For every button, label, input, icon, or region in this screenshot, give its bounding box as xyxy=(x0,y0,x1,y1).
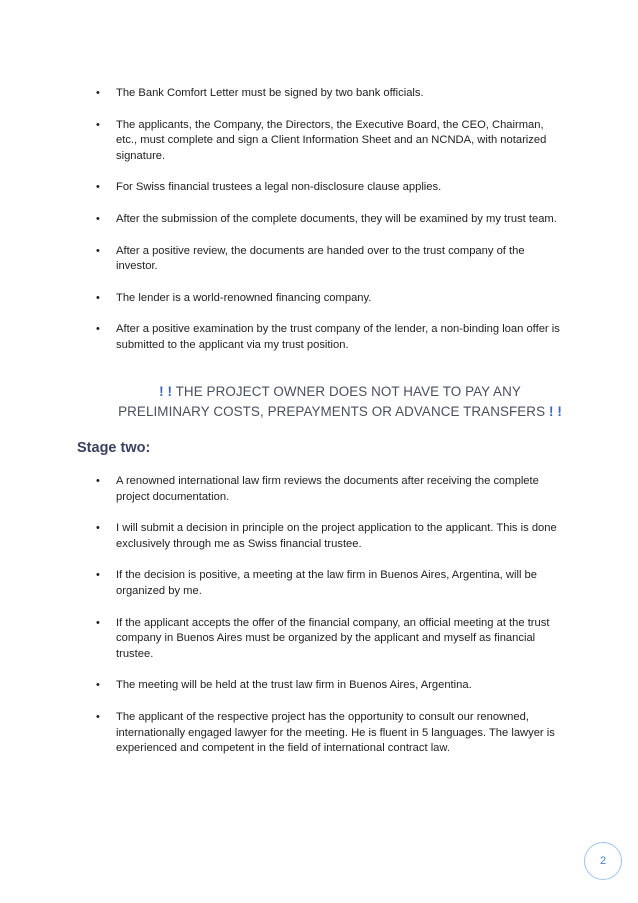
bullet-icon: • xyxy=(96,475,100,487)
stage-one-list xyxy=(96,86,564,370)
notice-line-2: PRELIMINARY COSTS, PREPAYMENTS OR ADVANCE TRANSFERS ! ! xyxy=(118,404,562,419)
bullet-icon: • xyxy=(96,87,100,99)
list-item: • The Bank Comfort Letter must be signed by two bank officials. xyxy=(96,86,564,102)
page-number-badge xyxy=(584,842,622,880)
list-item: • The applicants, the Company, the Directors, the Executive Board, the CEO, Chairman, etc., must complete and sign a Client Information Sheet and an NCNDA, with notarized signature. xyxy=(96,118,547,162)
list-item: • After a positive review, the documents are handed over to the trust company of the investor. xyxy=(96,244,525,273)
list-item: • After the submission of the complete documents, they will be examined by my trust team. xyxy=(96,212,564,228)
list-item: • For Swiss financial trustees a legal non-disclosure clause applies. xyxy=(96,180,564,196)
notice-marker-end: ! ! xyxy=(548,404,562,419)
list-item: • The applicant of the respective project has the opportunity to consult our renowned, internationally engaged lawyer for the meeting. He is fluent in 5 languages. The lawyer is experienced and competent in the field of international contract law. xyxy=(96,710,555,755)
bullet-icon: • xyxy=(96,244,100,257)
list-item: • The meeting will be held at the trust law firm in Buenos Aires, Argentina. xyxy=(96,678,564,694)
list-item: • If the decision is positive, a meeting at the law firm in Buenos Aires, Argentina, will be organized by me. xyxy=(96,569,537,597)
notice-marker-start: ! ! xyxy=(159,384,173,399)
list-item: • The lender is a world-renowned financing company. xyxy=(96,291,564,307)
bullet-icon: • xyxy=(96,118,100,131)
bullet-icon: • xyxy=(96,212,100,225)
bullet-icon: • xyxy=(96,181,100,194)
bullet-icon: • xyxy=(96,323,100,336)
bullet-icon: • xyxy=(96,522,100,535)
stage-two-list xyxy=(96,474,564,773)
no-prepayment-notice xyxy=(105,382,575,422)
section-heading: Stage two: xyxy=(77,440,151,456)
bullet-icon: • xyxy=(96,569,100,582)
page-number: 2 xyxy=(599,855,607,867)
bullet-icon: • xyxy=(96,710,100,723)
bullet-icon: • xyxy=(96,679,100,692)
list-item: • A renowned international law firm reviews the documents after receiving the complete project documentation. xyxy=(96,475,539,503)
list-item: • I will submit a decision in principle on the project application to the applicant. This is done exclusively through me as Swiss financial trustee. xyxy=(96,522,557,550)
bullet-icon: • xyxy=(96,616,100,629)
list-item: • If the applicant accepts the offer of the financial company, an official meeting at the trust company in Buenos Aires must be organized by the applicant and myself as financial trustee. xyxy=(96,616,550,660)
list-item: • After a positive examination by the trust company of the lender, a non-binding loan offer is submitted to the applicant via my trust position. xyxy=(96,323,560,351)
bullet-icon: • xyxy=(96,291,100,304)
notice-line-1: ! ! THE PROJECT OWNER DOES NOT HAVE TO PAY ANY xyxy=(159,384,521,399)
